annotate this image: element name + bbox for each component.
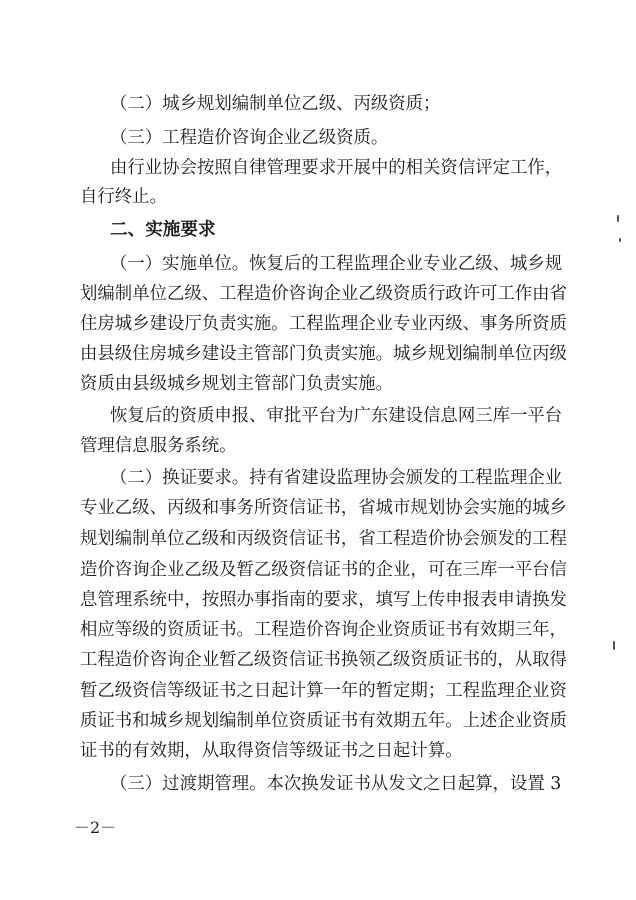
text-line: （二）城乡规划编制单位乙级、丙级资质；	[110, 94, 441, 114]
section-heading: 二、实施要求	[110, 220, 216, 240]
text-line: 专业乙级、丙级和事务所资信证书，省城市规划协会实施的城乡	[80, 498, 567, 518]
text-line: 恢复后的资质申报、审批平台为广东建设信息网三库一平台	[110, 406, 563, 426]
text-line: 划编制单位乙级、工程造价咨询企业乙级资质行政许可工作由省	[80, 284, 567, 304]
text-line: 证书的有效期，从取得资信等级证书之日起计算。	[80, 741, 463, 761]
text-line: 质证书和城乡规划编制单位资质证书有效期五年。上述企业资质	[80, 711, 567, 731]
page-number: －2－	[74, 818, 117, 837]
scan-mark	[619, 238, 621, 242]
text-line: 规划编制单位乙级和丙级资信证书，省工程造价协会颁发的工程	[80, 529, 567, 549]
text-line: 由行业协会按照自律管理要求开展中的相关资信评定工作，	[110, 158, 563, 178]
text-line: （一）实施单位。恢复后的工程监理企业专业乙级、城乡规	[110, 254, 563, 274]
text-line: 资质由县级城乡规划主管部门负责实施。	[80, 374, 394, 394]
text-line: 住房城乡建设厅负责实施。工程监理企业专业丙级、事务所资质	[80, 314, 567, 334]
text-line: 相应等级的资质证书。工程造价咨询企业资质证书有效期三年，	[80, 620, 567, 640]
text-line: 管理信息服务系统。	[80, 436, 237, 456]
text-line: 由县级住房城乡建设主管部门负责实施。城乡规划编制单位丙级	[80, 344, 567, 364]
text-line: 暂乙级资信等级证书之日起计算一年的暂定期；工程监理企业资	[80, 681, 567, 701]
scan-mark	[617, 215, 619, 222]
text-line: 工程造价咨询企业暂乙级资信证书换领乙级资质证书的，从取得	[80, 650, 567, 670]
text-line: （三）过渡期管理。本次换发证书从发文之日起算，设置 3	[110, 774, 562, 794]
text-line: 造价咨询企业乙级及暂乙级资信证书的企业，可在三库一平台信	[80, 560, 567, 580]
text-line: 自行终止。	[80, 187, 167, 207]
scan-mark	[613, 641, 615, 650]
text-line: （二）换证要求。持有省建设监理协会颁发的工程监理企业	[110, 468, 563, 488]
text-line: （三）工程造价咨询企业乙级资质。	[110, 128, 389, 148]
text-line: 息管理系统中，按照办事指南的要求，填写上传申报表申请换发	[80, 590, 567, 610]
